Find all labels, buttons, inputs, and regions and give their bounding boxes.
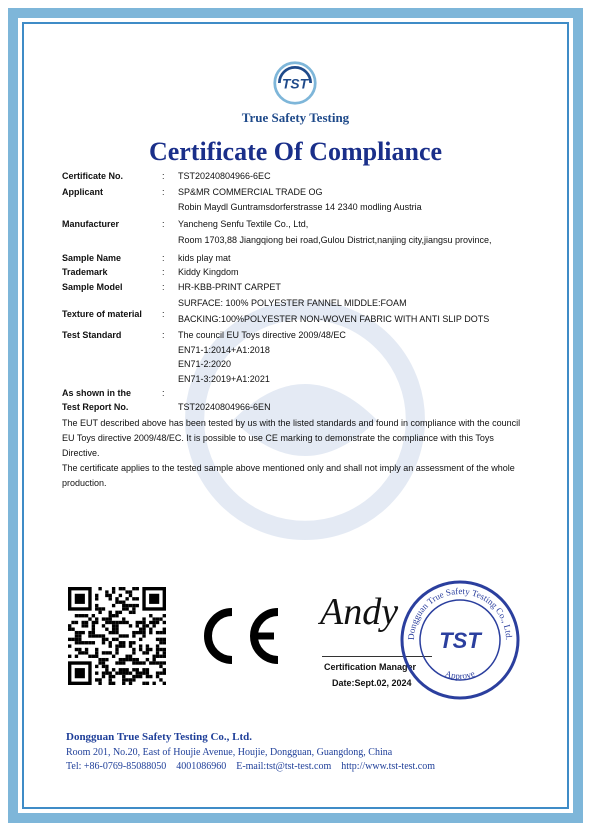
brand-name: True Safety Testing: [241, 110, 350, 125]
company-stamp-icon: [398, 578, 522, 702]
field-value: HR-KBB-PRINT CARPET: [178, 282, 281, 292]
footer-address: Room 201, No.20, East of Houjie Avenue, Houjie, Dongguan, Guangdong, China: [66, 747, 393, 758]
ce-mark-icon: [192, 604, 284, 668]
ce-mark: [192, 604, 284, 668]
field-colon: :: [162, 171, 165, 181]
field-label: Manufacturer: [62, 219, 120, 229]
field-label: Certificate No.: [62, 171, 124, 181]
stamp-ring-text: Dongguan True Safety Testing Co., Ltd.: [405, 585, 515, 641]
field-value: Kiddy Kingdom: [178, 267, 239, 277]
field-value: kids play mat: [178, 253, 231, 263]
field-label: Test Report No.: [62, 402, 129, 412]
compliance-statement: The EUT described above has been tested by us with the listed standards and found in compliance with the council EU Toys directive 2009/48/EC. It is possible to use CE marking to demonstrate the compliance with this Toys Directive.: [62, 418, 521, 458]
field-value: SP&MR COMMERCIAL TRADE OG: [178, 187, 323, 197]
field-label: Sample Model: [62, 282, 123, 292]
field-value: Room 1703,88 Jiangqiong bei road,Gulou District,nanjing city,jiangsu province,: [178, 235, 492, 245]
field-label: As shown in the: [62, 388, 132, 398]
signatory-role: Certification Manager: [324, 662, 417, 672]
signature: Andy: [320, 591, 399, 633]
svg-text:TST: TST: [281, 76, 309, 92]
field-value: Robin Maydl Guntramsdorferstrasse 14 2340 modling Austria: [178, 202, 422, 212]
field-value: EN71-2:2020: [178, 359, 232, 369]
tst-logo-icon: [272, 60, 318, 106]
field-value: TST20240804966-6EC: [178, 171, 271, 181]
field-colon: :: [162, 388, 165, 398]
field-colon: :: [162, 330, 165, 340]
svg-text:TST: TST: [439, 628, 481, 653]
qr-code-icon: [68, 587, 166, 685]
field-value: TST20240804966-6EN: [178, 402, 271, 412]
footer-contact: Tel: +86-0769-85088050 4001086960 E-mail:tst@tst-test.com http://www.tst-test.com: [66, 761, 436, 772]
field-label: Applicant: [62, 187, 104, 197]
certificate-title: Certificate Of Compliance: [148, 137, 443, 166]
field-value: Yancheng Senfu Textile Co., Ltd,: [178, 219, 309, 229]
field-label: Texture of material: [62, 309, 142, 319]
field-label: Test Standard: [62, 330, 122, 340]
stamp-approve-text: Approve: [443, 668, 477, 681]
field-value: EN71-1:2014+A1:2018: [178, 345, 270, 355]
field-colon: :: [162, 253, 165, 263]
field-colon: :: [162, 187, 165, 197]
scope-statement: The certificate applies to the tested sample above mentioned only and shall not imply an assessment of the whole production.: [62, 463, 515, 488]
field-colon: :: [162, 282, 165, 292]
field-colon: :: [162, 309, 165, 319]
field-value: EN71-3:2019+A1:2021: [178, 374, 270, 384]
footer-company: Dongguan True Safety Testing Co., Ltd.: [66, 731, 253, 743]
field-value: SURFACE: 100% POLYESTER FANNEL MIDDLE:FOAM: [178, 298, 407, 308]
field-value: BACKING:100%POLYESTER NON-WOVEN FABRIC WITH ANTI SLIP DOTS: [178, 314, 490, 324]
field-colon: :: [162, 219, 165, 229]
field-value: The council EU Toys directive 2009/48/EC: [178, 330, 346, 340]
field-label: Sample Name: [62, 253, 122, 263]
certificate-date: Date:Sept.02, 2024: [332, 678, 412, 688]
field-colon: :: [162, 267, 165, 277]
svg-text:Approve: [444, 668, 476, 681]
field-label: Trademark: [62, 267, 108, 277]
